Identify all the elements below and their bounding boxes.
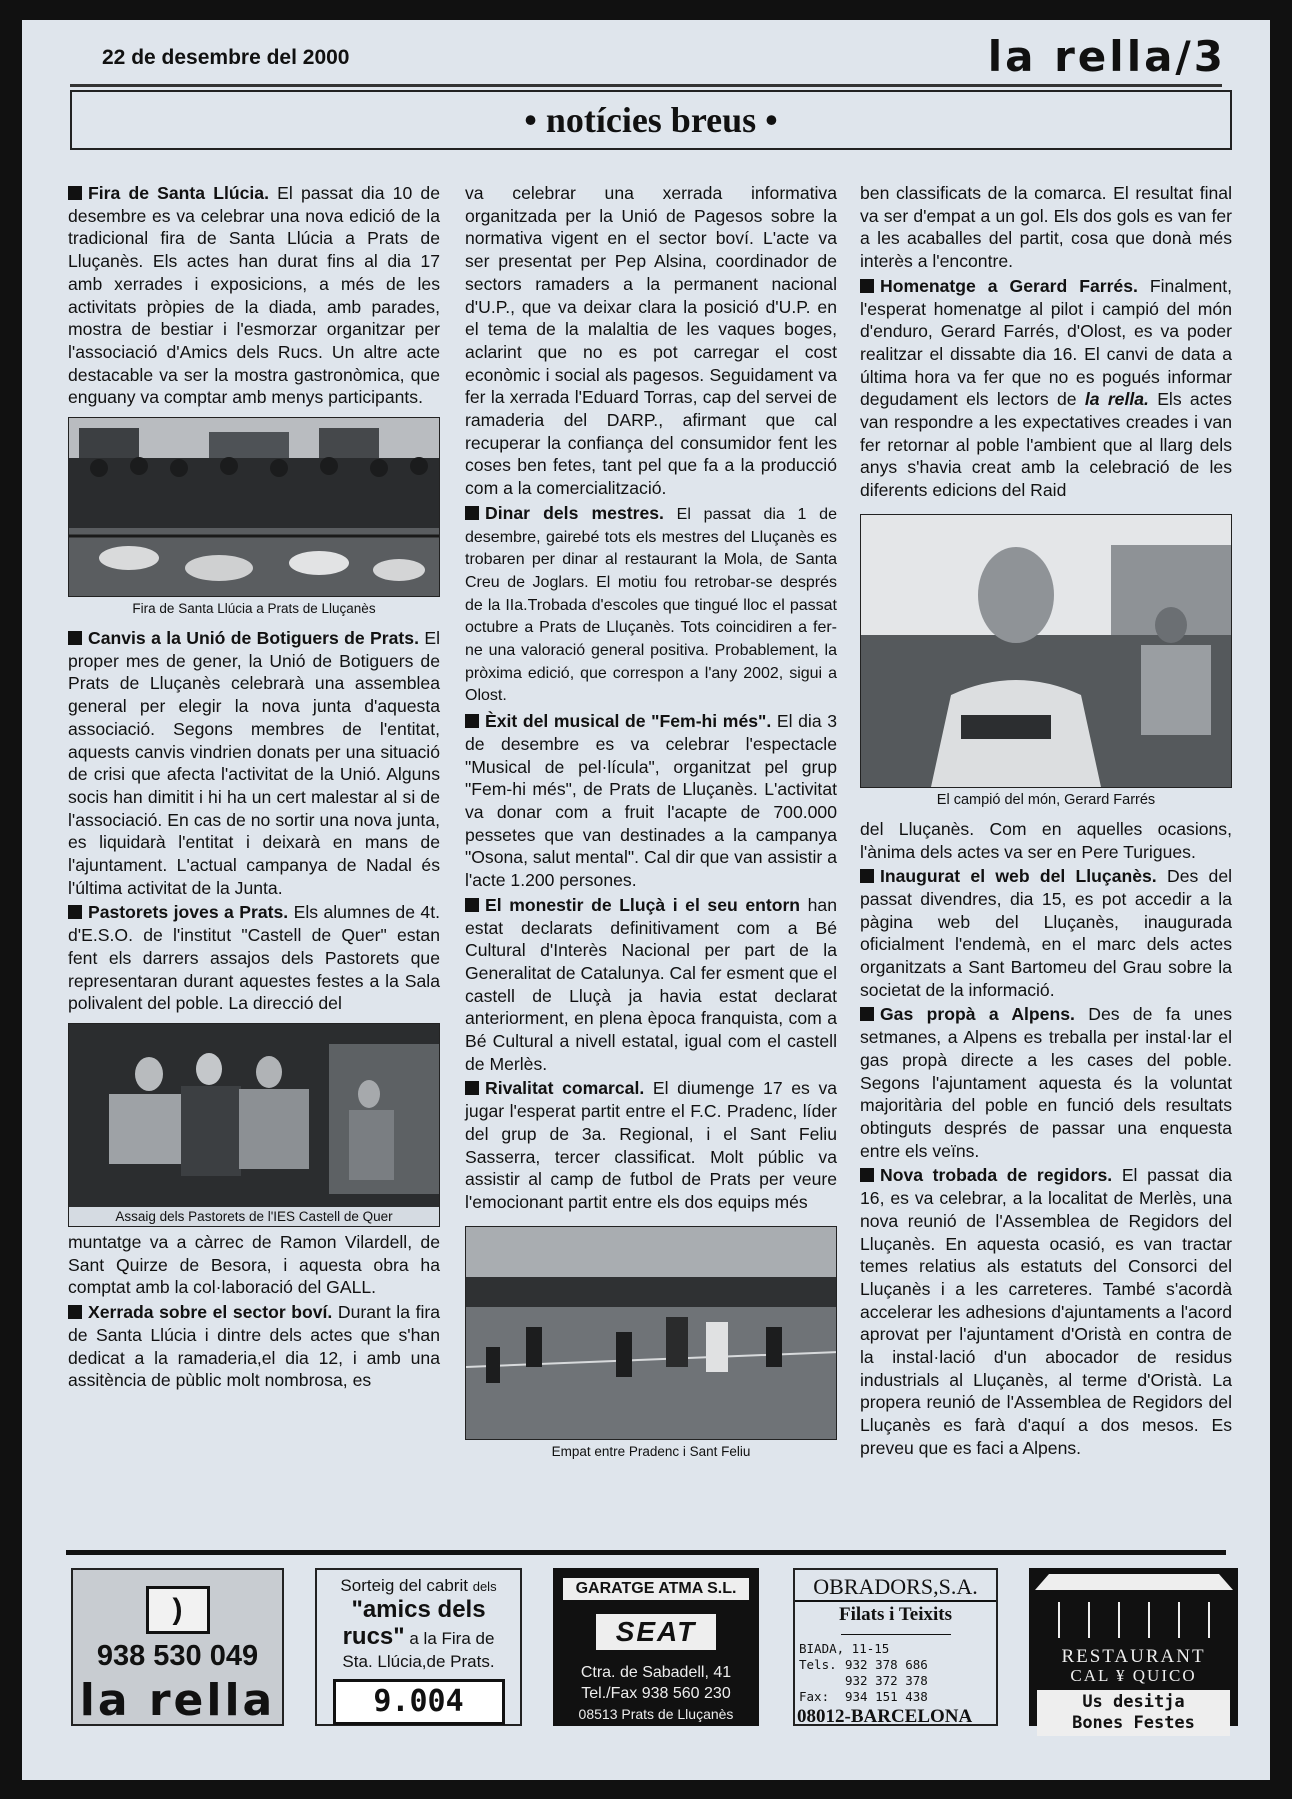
ad-subtitle: Filats i Teixits bbox=[839, 1604, 952, 1625]
bullet-square-icon bbox=[465, 506, 479, 520]
article-text: Finalment, l'esperat homenatge al pilot i campió del món d'enduro, Gerard Farrés, d'Olost, es va poder realitzar el dissabte dia 16. El canvi de data a última hora va fer que no es pogués informar degudament els lectors de bbox=[860, 275, 1233, 410]
article-homenatge-cont: del Lluçanès. Com en aquelles ocasions, l'ànima dels actes va ser en Pere Turigues. bbox=[860, 818, 1232, 862]
ad-city: 08513 Prats de Lluçanès bbox=[578, 1706, 734, 1722]
article-text: El passat dia 16, es va celebrar, a la localitat de Merlès, una nova reunió de l'Assemblea de Regidors del Lluçanès. En aquesta ocasió, es van tractar temes relatius als estatuts del Consorci del Lluçanès i a les carreteres. També s'acordà accelerar les adhesions d'ajuntaments a l'acord aprovat per l'ajuntament d'Oristà en contra de la instal·lació d'un abocador de residus industrials al Lluçanès, al terme d'Oristà. La propera reunió de l'Assemblea de Regidors del Lluçanès es farà d'aquí a dos mesos. Es preveu que es faci a Alpens. bbox=[860, 1165, 1232, 1458]
photo-caption: Empat entre Pradenc i Sant Feliu bbox=[551, 1443, 751, 1459]
ad-line: rucs" bbox=[342, 1623, 405, 1650]
ad-title: CAL bbox=[1070, 1666, 1110, 1685]
ads-rule bbox=[66, 1550, 1226, 1555]
bullet-square-icon bbox=[68, 186, 82, 200]
section-banner: • notícies breus • bbox=[70, 90, 1232, 150]
article-rivalitat bbox=[465, 1077, 837, 1213]
ad-restaurant bbox=[1029, 1568, 1238, 1733]
ad-greeting: Us desitja bbox=[1082, 1692, 1185, 1712]
ad-label: Tels. bbox=[799, 1657, 837, 1672]
ad-line: Sta. Llúcia,de Prats. bbox=[342, 1652, 495, 1671]
header-rule bbox=[70, 84, 1222, 87]
article-text: Des del passat divendres, dia 15, es pot accedir a la pàgina web del Lluçanès, inaugurada oficialment l'endemà, en el marc dels actes organitzats a Sant Bartomeu del Grau sobre la societat de la informació. bbox=[860, 866, 1233, 1000]
photo-football bbox=[465, 1226, 837, 1440]
bullet-square-icon bbox=[68, 631, 82, 645]
ad-line: "amics dels bbox=[351, 1596, 486, 1623]
newspaper-page bbox=[22, 20, 1270, 1780]
article-regidors bbox=[860, 1164, 1232, 1459]
ad-phone: Tel./Fax 938 560 230 bbox=[581, 1685, 731, 1702]
article-fira bbox=[68, 182, 440, 409]
article-dinar bbox=[465, 502, 837, 708]
article-text: Des de fa unes setmanes, a Alpens es treballa per instal·lar el gas propà directe a les cases del poble. Segons l'ajuntament aquesta és la voluntat majoritària del poble en funció dels resultats obtinguts després de passar una enquesta entre els veïns. bbox=[860, 1004, 1232, 1161]
restaurant-building-icon bbox=[1029, 1568, 1238, 1648]
column-2 bbox=[465, 182, 837, 1470]
ad-line: Sorteig del cabrit bbox=[340, 1576, 468, 1595]
ad-title: QUICO bbox=[1132, 1666, 1197, 1685]
bullet-square-icon bbox=[860, 1168, 874, 1182]
article-text: han estat declarats definitivament com a Bé Cultural d'Interès Nacional per part de la Generalitat de Catalunya. Cal fer esment que el castell de Lluçà ja havia estat declarat anteriorment, en plena època franquista, com a Bé Cultural a nivell estatal, igual com el castell de Merlès. bbox=[465, 894, 837, 1074]
bullet-square-icon bbox=[465, 714, 479, 728]
ad-phone: 932 372 378 bbox=[845, 1673, 928, 1688]
ad-title: OBRADORS,S.A. bbox=[795, 1574, 996, 1602]
article-heading: Canvis a la Unió de Botiguers de Prats. bbox=[88, 628, 419, 649]
bullet-square-icon bbox=[860, 1007, 874, 1021]
article-pastorets-cont: muntatge va a càrrec de Ramon Vilardell, de Sant Quirze de Besora, i aquesta obra ha comptat amb la col·laboració del GALL. bbox=[68, 1231, 440, 1298]
article-heading: Èxit del musical de "Fem-hi més". bbox=[485, 711, 772, 732]
photo-caption: Fira de Santa Llúcia a Prats de Lluçanès bbox=[132, 601, 376, 617]
article-heading: Xerrada sobre el sector boví. bbox=[88, 1302, 333, 1323]
article-xerrada bbox=[68, 1301, 440, 1392]
article-botiguers bbox=[68, 627, 440, 899]
publication-name: la rella. bbox=[1084, 389, 1149, 410]
article-xerrada-cont: va celebrar una xerrada informativa organitzada per la Unió de Pagesos sobre la normativa vigent en el sector boví. L'acte va ser presentat per Pep Alsina, coordinador de sectors ramaders a la permanent nacional d'U.P., que va deixar clara la posició d'U.P. en el tema de la malaltia de les vaques boges, aclarint que no es pot carregar el cost econòmic i social als pagesos. Seguidament va fer la xerrada l'Eduard Torras, cap del servei de ramaderia del DARP., afirmant que cal recuperar la confiança del consumidor fent les coses ben fetes, tant pel que fa a la producció com a la comercialització. bbox=[465, 183, 837, 499]
seat-logo-icon: SEAT bbox=[596, 1614, 716, 1650]
article-homenatge bbox=[860, 275, 1232, 502]
article-heading: Gas propà a Alpens. bbox=[880, 1004, 1075, 1025]
article-text: Els alumnes de 4t. d'E.S.O. de l'institut "Castell de Quer" estan fent els darrers assajos dels Pastorets que representaran durant aquestes festes a la Sala polivalent del poble. La direcció del bbox=[68, 902, 440, 1014]
winning-number: 9.004 bbox=[333, 1679, 505, 1725]
article-text: El passat dia 10 de desembre es va celebrar una nova edició de la tradicional fira de Santa Llúcia a Prats de Lluçanès. Els actes han durat fins al dia 17 amb xerrades i exposicions, a més de les activitats pròpies de la diada, amb parades, mostra de bestiar i l'esmorzar organitzar per l'associació d'Amics dels Rucs. Un altre acte destacable va ser la mostra gastronòmica, que enguany va comptar amb menys participants. bbox=[68, 183, 440, 408]
bullet-square-icon bbox=[860, 279, 874, 293]
article-musical bbox=[465, 710, 837, 892]
article-text: El dia 3 de desembre es va celebrar l'espectacle "Musical de pel·lícula", organitzat pel grup "Fem-hi més", de Prats de Lluçanès. L'activitat va donar com a fruit l'acapte de 700.000 pessetes que van destinades a la campanya "Osona, salut mental". Cal dir que van assistir a l'acte 1.200 persones. bbox=[465, 711, 838, 891]
ad-fax: 934 151 438 bbox=[845, 1689, 928, 1704]
ad-garatge bbox=[553, 1568, 759, 1726]
article-pastorets bbox=[68, 901, 440, 1015]
market-crowd-photo bbox=[69, 418, 440, 596]
bullet-square-icon bbox=[68, 905, 82, 919]
bullet-square-icon bbox=[465, 1081, 479, 1095]
ad-address: Ctra. de Sabadell, 41 bbox=[580, 1664, 732, 1681]
article-text: Durant la fira de Santa Llúcia i dintre dels actes que s'han dedicat a la ramaderia,el dia 12, i amb una assitència de pùblic molt nombrosa, es bbox=[68, 1302, 441, 1391]
ad-title: RESTAURANT bbox=[1061, 1646, 1206, 1667]
photo-pastorets bbox=[68, 1023, 440, 1227]
article-text: Els actes van respondre a les expectatives creades i van fer retornar al poble l'ambient que al llarg dels anys s'havia creat amb la celebració de les diferents edicions del Raid bbox=[860, 389, 1232, 501]
ad-line: a la Fira de bbox=[404, 1629, 495, 1648]
ad-phone: 938 530 049 bbox=[96, 1640, 259, 1672]
photo-caption: Assaig dels Pastorets de l'IES Castell de Quer bbox=[69, 1207, 439, 1226]
ad-phone: 932 378 686 bbox=[845, 1657, 928, 1672]
article-rivalitat-cont: ben classificats de la comarca. El resultat final va ser d'empat a un gol. Els dos gols es van fer a les acaballes del partit, cosa que donà més interès a l'encontre. bbox=[860, 183, 1232, 272]
article-text: El passat dia 1 de desembre, gairebé tots els mestres del Lluçanès es trobaren per dinar al restaurant la Mola, de Santa Creu de Joglars. El motiu fou retrobar-se després de la IIa.Trobada d'escoles que tingué lloc el passat octubre a Prats de Lluçanès. Tots coincidiren a fer-ne una valoració general positiva. Probablement, la pròxima edició, que correspon a l'any 2002, sigui a Olost. bbox=[465, 505, 837, 705]
article-heading: Pastorets joves a Prats. bbox=[88, 902, 289, 923]
ad-greeting: Bones Festes bbox=[1072, 1713, 1195, 1733]
cutlery-icon: ¥ bbox=[1116, 1666, 1127, 1685]
masthead-brand: la rella/3 bbox=[987, 32, 1226, 81]
ad-sorteig bbox=[315, 1568, 522, 1726]
champion-portrait-photo bbox=[861, 515, 1232, 787]
ad-street: BIADA, 11-15 bbox=[799, 1641, 890, 1656]
article-heading: Inaugurat el web del Lluçanès. bbox=[880, 866, 1157, 887]
ad-la-rella bbox=[71, 1568, 284, 1726]
rehearsal-photo bbox=[69, 1024, 440, 1226]
bullet-square-icon bbox=[465, 898, 479, 912]
bullet-square-icon bbox=[68, 1305, 82, 1319]
photo-fira bbox=[68, 417, 440, 597]
ad-obradors bbox=[793, 1568, 998, 1726]
article-text: El proper mes de gener, la Unió de Botiguers de Prats de Lluçanès celebrarà una assemblea general per elegir la nova junta d'aquesta associació. Segons membres de l'entitat, aquests canvis vindrien donats per una situació de crisi que afecta l'activitat de la Unió. Alguns socis han dimitit i hi ha un cert malestar al si de l'associació. En cas de no sortir una nova junta, es liquidarà l'entitat i deixarà en mans de l'ajuntament. L'actual campanya de Nadal és l'última activitat de la Junta. bbox=[68, 628, 441, 898]
photo-champion bbox=[860, 514, 1232, 788]
article-heading: Dinar dels mestres. bbox=[485, 502, 664, 523]
ad-line: dels bbox=[472, 1579, 497, 1594]
issue-date: 22 de desembre del 2000 bbox=[102, 46, 350, 69]
article-text: El diumenge 17 es va jugar l'esperat partit entre el F.C. Pradenc, líder del grup de 3a. Regional, i el Sant Feliu Sasserra, tercer classificat. Molt públic va assistir al camp de futbol de Prats per veure l'emocionant partit entre els dos equips més bbox=[465, 1078, 838, 1212]
article-monestir bbox=[465, 894, 837, 1076]
article-heading: Fira de Santa Llúcia. bbox=[88, 183, 269, 203]
article-heading: El monestir de Lluçà i el seu entorn bbox=[485, 894, 801, 915]
football-match-photo bbox=[466, 1227, 837, 1439]
article-heading: Rivalitat comarcal. bbox=[485, 1078, 645, 1099]
column-3 bbox=[860, 182, 1232, 1462]
ad-city: 08012-BARCELONA bbox=[797, 1706, 973, 1727]
article-heading: Nova trobada de regidors. bbox=[880, 1165, 1113, 1186]
phone-icon: ) bbox=[146, 1586, 210, 1634]
ad-title: GARATGE ATMA S.L. bbox=[563, 1578, 749, 1600]
photo-caption: El campió del món, Gerard Farrés bbox=[936, 791, 1156, 808]
article-heading: Homenatge a Gerard Farrés. bbox=[880, 275, 1138, 296]
article-gas bbox=[860, 1003, 1232, 1162]
bullet-square-icon bbox=[860, 869, 874, 883]
ad-brand: la rella bbox=[79, 1675, 276, 1726]
article-web bbox=[860, 865, 1232, 1001]
column-1 bbox=[68, 182, 440, 1394]
ad-label: Fax: bbox=[799, 1689, 830, 1704]
